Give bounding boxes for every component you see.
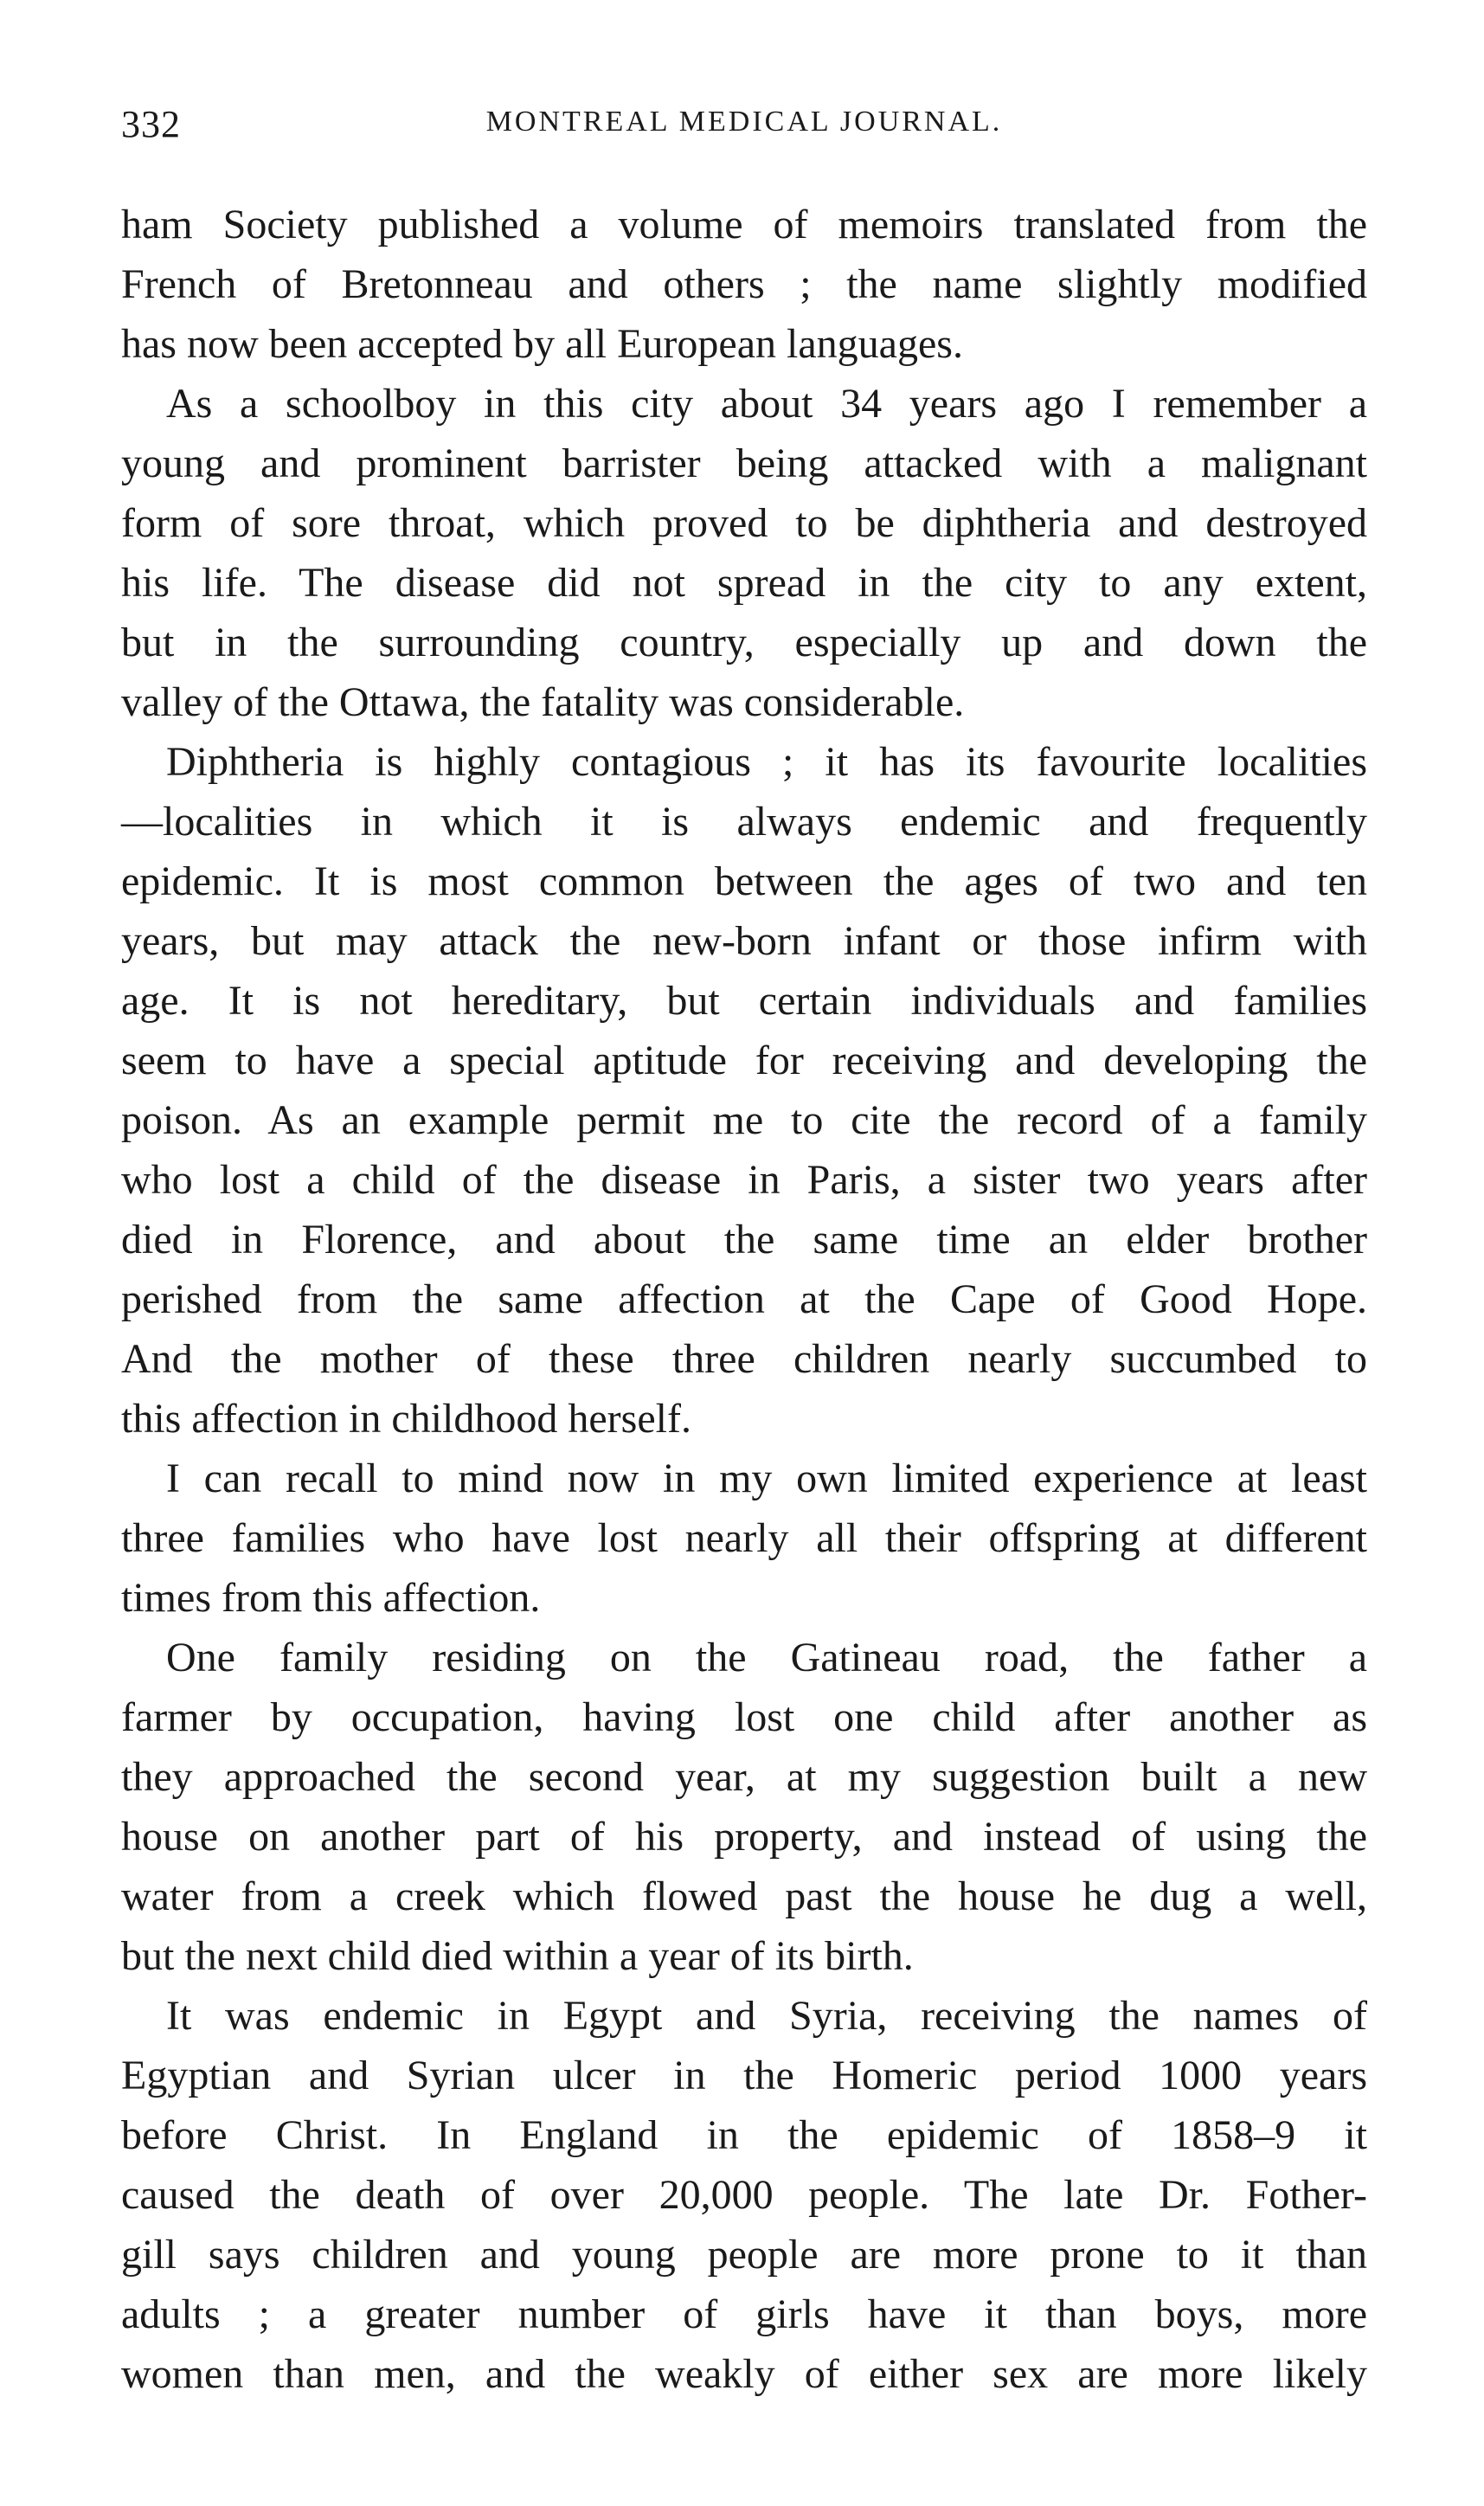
text-line: years, but may attack the new-born infant or those infirm with: [121, 918, 1367, 964]
text-line: perished from the same affection at the Cape of Good Hope.: [121, 1276, 1367, 1322]
page-number: 332: [121, 103, 181, 145]
text-line: It was endemic in Egypt and Syria, receiving the names of: [166, 1993, 1367, 2039]
paragraph-1: [121, 195, 1367, 374]
text-line: epidemic. It is most common between the ages of two and ten: [121, 858, 1367, 904]
text-line: Egyptian and Syrian ulcer in the Homeric period 1000 years: [121, 2053, 1367, 2098]
text-line: form of sore throat, which proved to be diphtheria and destroyed: [121, 500, 1367, 546]
paragraph-6: [121, 1986, 1367, 2404]
text-line: but the next child died within a year of its birth.: [121, 1933, 914, 1979]
paragraph-2: [121, 374, 1367, 732]
text-line: died in Florence, and about the same time an elder brother: [121, 1217, 1367, 1263]
text-line: One family residing on the Gatineau road, the father a: [166, 1635, 1367, 1680]
text-line: women than men, and the weakly of either sex are more likely: [121, 2351, 1367, 2397]
paragraph-3: [121, 732, 1367, 1449]
text-line: farmer by occupation, having lost one child after another as: [121, 1694, 1367, 1740]
text-line: house on another part of his property, and instead of using the: [121, 1814, 1367, 1860]
text-line: his life. The disease did not spread in the city to any extent,: [121, 560, 1367, 606]
text-line: As a schoolboy in this city about 34 years ago I remember a: [166, 381, 1367, 427]
text-line: they approached the second year, at my suggestion built a new: [121, 1754, 1367, 1800]
text-line: gill says children and young people are more prone to it than: [121, 2232, 1367, 2278]
text-line: I can recall to mind now in my own limited experience at least: [166, 1455, 1367, 1501]
text-line: French of Bretonneau and others ; the name slightly modified: [121, 261, 1367, 307]
text-line: water from a creek which flowed past the house he dug a well,: [121, 1873, 1367, 1919]
text-line: but in the surrounding country, especially up and down the: [121, 620, 1367, 665]
text-line: Diphtheria is highly contagious ; it has its favourite localities: [166, 739, 1367, 785]
text-line: seem to have a special aptitude for receiving and developing the: [121, 1038, 1367, 1083]
text-line: valley of the Ottawa, the fatality was considerable.: [121, 679, 965, 725]
text-line: —localities in which it is always endemic and frequently: [121, 799, 1367, 845]
paragraph-4: [121, 1449, 1367, 1628]
text-line: three families who have lost nearly all their offspring at different: [121, 1515, 1367, 1561]
text-line: And the mother of these three children nearly succumbed to: [121, 1336, 1367, 1382]
running-title: MONTREAL MEDICAL JOURNAL.: [485, 106, 1003, 138]
text-line: young and prominent barrister being attacked with a malignant: [121, 440, 1367, 486]
body-text: [121, 195, 1367, 2404]
text-line: this affection in childhood herself.: [121, 1396, 691, 1442]
text-line: times from this affection.: [121, 1575, 541, 1621]
text-line: before Christ. In England in the epidemic of 1858–9 it: [121, 2112, 1367, 2158]
text-line: caused the death of over 20,000 people. The late Dr. Fother-: [121, 2172, 1367, 2218]
text-line: age. It is not hereditary, but certain individuals and families: [121, 978, 1367, 1024]
text-line: ham Society published a volume of memoirs translated from the: [121, 202, 1367, 247]
text-line: has now been accepted by all European languages.: [121, 321, 963, 367]
text-line: adults ; a greater number of girls have it than boys, more: [121, 2291, 1367, 2337]
paragraph-5: [121, 1628, 1367, 1986]
text-line: who lost a child of the disease in Paris, a sister two years after: [121, 1157, 1367, 1203]
text-line: poison. As an example permit me to cite the record of a family: [121, 1097, 1367, 1143]
page-header: [121, 102, 1367, 154]
